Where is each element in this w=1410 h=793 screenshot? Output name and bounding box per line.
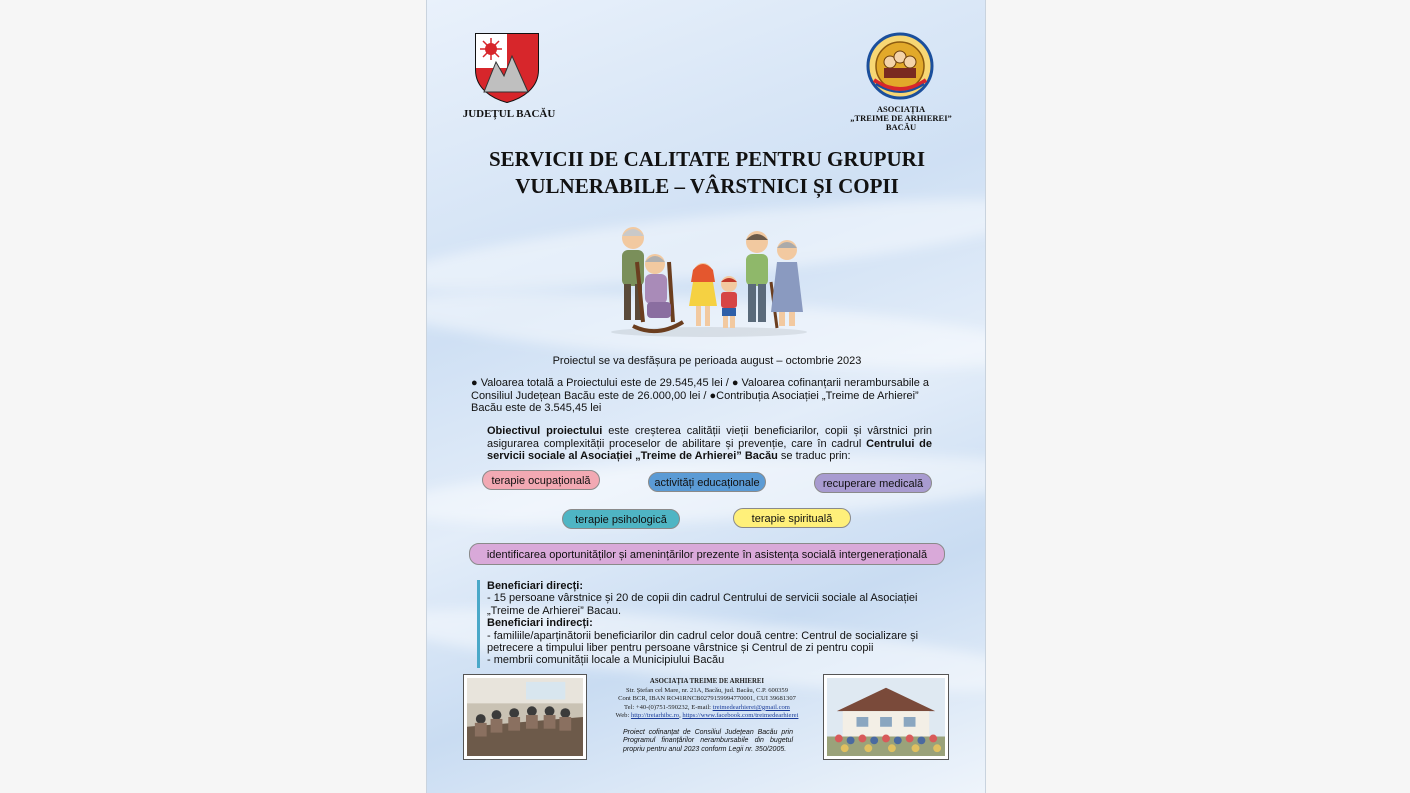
footer-bank: Cont BCR, IBAN RO41RNCB0279159994770001, CUI 39681307: [618, 695, 796, 703]
activity-spiritual-therapy: terapie spirituală: [733, 508, 851, 528]
title-line: VULNERABILE – VÂRSTNICI ȘI COPII: [515, 174, 899, 198]
page-title: [447, 146, 967, 200]
activity-occupational-therapy: terapie ocupațională: [482, 470, 600, 490]
association-name-line: BACĂU: [885, 122, 917, 132]
project-values: ● Valoarea totală a Proiectului este de 29.545,45 lei / ● Valoarea cofinanțarii nerambursabile a Consiliul Județean Bacău este de 26.000,00 lei / ●Contribuția Asociației „Treime de Arhierei” Bacău este de 3.545,45 lei: [471, 377, 930, 414]
footer-phone-email: [597, 704, 817, 713]
poster: [426, 0, 986, 793]
association-seal-icon: [866, 32, 934, 100]
website-link[interactable]: http://treiarhibc.ro: [630, 712, 680, 720]
association-name-line: „TREIME DE ARHIEREI”: [850, 113, 952, 123]
footer-contact: [597, 678, 817, 721]
direct-beneficiaries-text: - 15 persoane vârstnice și 20 de copii din cadrul Centrului de servicii sociale al Asociației „Treime de Arhierei” Bacau.: [487, 592, 918, 617]
activity-psychological-therapy: terapie psihologică: [562, 509, 680, 529]
meeting-photo-image: [467, 678, 583, 756]
objective-text: este creșterea calității vieții beneficiarilor, copii și vârstnici prin asigurarea complexității proceselor de abilitare și prevenție, care în cadrul: [487, 425, 933, 450]
group-photo-image: [827, 678, 945, 756]
title-line: SERVICII DE CALITATE PENTRU GRUPURI: [488, 147, 926, 171]
indirect-beneficiaries-title: Beneficiari indirecți:: [487, 617, 593, 630]
footer-address: Str. Ștefan cel Mare, nr. 21A, Bacău, jud. Bacău, C.P. 600359: [625, 686, 789, 694]
email-link[interactable]: treimedearhierei@gmail.com: [712, 703, 790, 711]
indirect-beneficiaries-item: - familiile/aparținătorii beneficiarilor din cadrul celor două centre: Centrul de socializare și petrecere a timpului liber pentru persoane vârstnice și Centrul de zi pentru copii: [487, 629, 919, 655]
association-name: [831, 105, 971, 132]
group-photo: [823, 674, 949, 760]
county-crest-icon: [474, 32, 540, 104]
objective-label: Obiectivul proiectului: [487, 425, 603, 437]
project-period: Proiectul se va desfășura pe perioada august – octombrie 2023: [552, 355, 862, 367]
county-name: JUDEȚUL BACĂU: [462, 108, 556, 120]
family-illustration: [607, 222, 811, 338]
center-name: Centrului de servicii sociale al Asociației „Treime de Arhierei” Bacău: [487, 437, 932, 462]
objective-text: se traduc prin:: [777, 450, 851, 462]
footer-phone: Tel: +40-(0)751-590232, E-mail:: [624, 703, 713, 711]
beneficiaries-section: [477, 580, 957, 668]
funding-note: Proiect cofinanțat de Consiliul Județean Bacău prin Programul finanțărilor nerambursabile din bugetul propriu pentru anul 2023 conform Legii nr. 350/2005.: [623, 729, 793, 753]
project-objective: [487, 425, 932, 463]
facebook-link[interactable]: https://www.facebook.com/treimedearhierei: [682, 712, 799, 720]
footer-org-name: ASOCIAȚIA TREIME DE ARHIEREI: [649, 678, 765, 685]
meeting-photo: [463, 674, 587, 760]
activity-medical-recovery: recuperare medicală: [814, 473, 932, 493]
footer-web: Web: http://treiarhibc.ro, https://www.facebook.com/treimedearhierei: [615, 712, 799, 720]
indirect-beneficiaries-item: - membrii comunității locale a Municipiului Bacău: [487, 654, 725, 667]
activity-opportunities-identification: identificarea oportunităților și amenințărilor prezente în asistența socială intergenerațională: [469, 543, 945, 565]
footer-web-prefix: Web:: [615, 712, 631, 720]
direct-beneficiaries-title: Beneficiari direcți:: [487, 580, 583, 592]
association-name-line: ASOCIAȚIA: [876, 104, 926, 114]
activity-educational: activități educaționale: [648, 472, 766, 492]
